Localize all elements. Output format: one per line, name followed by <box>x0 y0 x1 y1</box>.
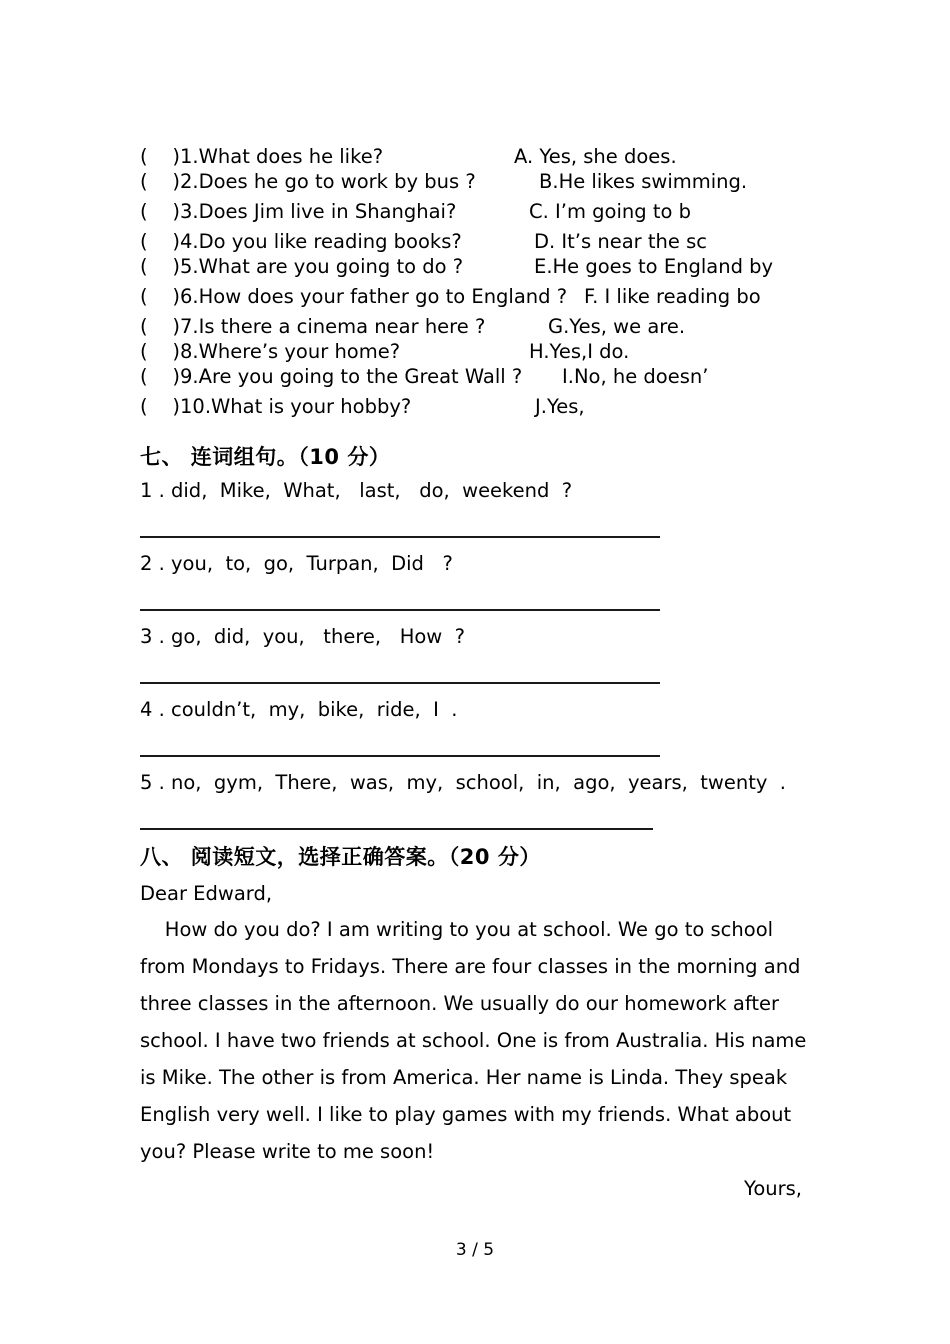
letter-salutation: Dear Edward, <box>140 882 273 905</box>
word-order-item-3 <box>140 625 465 648</box>
answer-blank-line-5[interactable] <box>140 828 653 830</box>
word-order-number: 1 . <box>140 479 165 502</box>
matching-question: ( )3.Does Jim live in Shanghai? <box>140 200 457 223</box>
matching-row <box>140 199 880 224</box>
answer-blank-line-1[interactable] <box>140 536 660 538</box>
passage-line: from Mondays to Fridays. There are four classes in the morning and <box>140 955 801 978</box>
word-order-words: no, gym, There, was, my, school, in, ago, years, twenty . <box>171 771 786 794</box>
matching-question: ( )5.What are you going to do ? <box>140 255 464 278</box>
passage-line: How do you do? I am writing to you at school. We go to school <box>140 918 774 941</box>
matching-answer: E.He goes to England by <box>534 255 774 278</box>
matching-question: ( )10.What is your hobby? <box>140 395 412 418</box>
matching-answer: H.Yes,I do. <box>529 340 630 363</box>
word-order-words: did, Mike, What, last, do, weekend ? <box>171 479 573 502</box>
word-order-words: you, to, go, Turpan, Did ? <box>171 552 453 575</box>
passage-line: three classes in the afternoon. We usually do our homework after <box>140 992 780 1015</box>
passage-line: you? Please write to me soon! <box>140 1140 435 1163</box>
word-order-item-4 <box>140 698 458 721</box>
matching-question: ( )7.Is there a cinema near here ? <box>140 315 486 338</box>
matching-row <box>140 169 880 194</box>
answer-blank-line-2[interactable] <box>140 609 660 611</box>
matching-row <box>140 394 880 419</box>
answer-blank-line-3[interactable] <box>140 682 660 684</box>
section-seven-heading: 七、 连词组句。（10 分） <box>140 445 391 469</box>
word-order-item-5 <box>140 771 786 794</box>
matching-answer: C. I’m going to b <box>529 200 691 223</box>
matching-exercise <box>140 144 880 419</box>
matching-question: ( )1.What does he like? <box>140 145 384 168</box>
matching-answer: B.He likes swimming. <box>539 170 748 193</box>
word-order-item-1 <box>140 479 572 502</box>
answer-blank-line-4[interactable] <box>140 755 660 757</box>
matching-row <box>140 254 880 279</box>
matching-row <box>140 284 880 309</box>
matching-answer: F. I like reading bo <box>584 285 761 308</box>
page-number: 3 / 5 <box>455 1240 495 1260</box>
matching-question: ( )8.Where’s your home? <box>140 340 401 363</box>
matching-answer: A. Yes, she does. <box>514 145 677 168</box>
word-order-number: 4 . <box>140 698 165 721</box>
matching-question: ( )6.How does your father go to England ? <box>140 285 568 308</box>
word-order-number: 5 . <box>140 771 165 794</box>
matching-answer: I.No, he doesn’ <box>562 365 709 388</box>
matching-row <box>140 364 880 389</box>
passage-line: school. I have two friends at school. One is from Australia. His name <box>140 1029 807 1052</box>
passage-line: is Mike. The other is from America. Her name is Linda. They speak <box>140 1066 788 1089</box>
word-order-item-2 <box>140 552 453 575</box>
word-order-words: go, did, you, there, How ? <box>171 625 465 648</box>
letter-closing: Yours, <box>744 1177 802 1200</box>
word-order-number: 2 . <box>140 552 165 575</box>
matching-answer: J.Yes, <box>535 395 585 418</box>
matching-row <box>140 144 880 169</box>
matching-row <box>140 229 880 254</box>
word-order-number: 3 . <box>140 625 165 648</box>
matching-question: ( )4.Do you like reading books? <box>140 230 462 253</box>
matching-row <box>140 314 880 339</box>
matching-row <box>140 339 880 364</box>
section-eight-heading: 八、 阅读短文，选择正确答案。（20 分） <box>140 845 541 869</box>
matching-question: ( )9.Are you going to the Great Wall ? <box>140 365 523 388</box>
matching-answer: D. It’s near the sc <box>534 230 707 253</box>
passage-line: English very well. I like to play games with my friends. What about <box>140 1103 792 1126</box>
word-order-words: couldn’t, my, bike, ride, I . <box>171 698 458 721</box>
matching-question: ( )2.Does he go to work by bus ? <box>140 170 476 193</box>
matching-answer: G.Yes, we are. <box>548 315 686 338</box>
